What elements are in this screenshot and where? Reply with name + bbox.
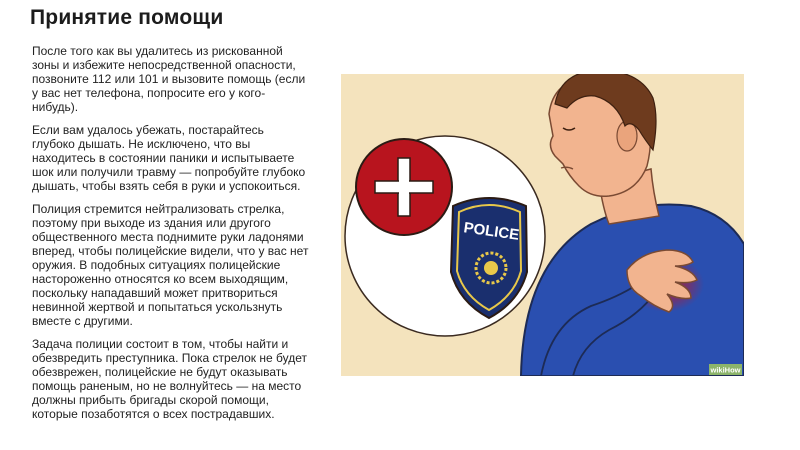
paragraph-police-task: Задача полиции состоит в том, чтобы найти и обезвредить преступника. Пока стрелок не будет обезврежен, полицейские не будут оказывать помощь раненым, но не волнуйтесь — на место должны прибыть бригады скорой помощи, которые позаботятся о всех пострадавших. bbox=[32, 337, 308, 421]
text-column bbox=[32, 44, 310, 430]
red-cross-icon bbox=[356, 139, 452, 235]
slide-title: Принятие помощи bbox=[30, 6, 224, 29]
person bbox=[521, 74, 744, 376]
paragraph-breathe: Если вам удалось убежать, постарайтесь глубоко дышать. Не исключено, что вы находитесь в состоянии паники и испытываете шок или получили травму — попробуйте глубоко дышать, чтобы взять себя в руки и успокоиться. bbox=[32, 123, 306, 193]
illustration-drawing bbox=[341, 74, 744, 376]
paragraph-call-help: После того как вы удалитесь из рискованной зоны и избежите непосредственной опасности, позвоните 112 или 101 и вызовите помощь (если у вас нет телефона, попросите его у кого-нибудь). bbox=[32, 44, 306, 114]
wikihow-watermark bbox=[709, 364, 742, 375]
police-badge-text: POLICE bbox=[462, 219, 521, 244]
paragraph-raise-hands: Полиция стремится нейтрализовать стрелка, поэтому при выходе из здания или другого общественного места поднимите руки ладонями вперед, чтобы полицейские видели, что у вас нет оружия. В подобных ситуациях полицейские настороженно относятся ко всем выходящим, поскольку нападавший может притвориться невинной жертвой и попытаться ускользнуть вместе с другими. bbox=[32, 202, 309, 328]
illustration bbox=[341, 74, 744, 376]
wikihow-watermark-text: wikiHow bbox=[710, 365, 741, 375]
